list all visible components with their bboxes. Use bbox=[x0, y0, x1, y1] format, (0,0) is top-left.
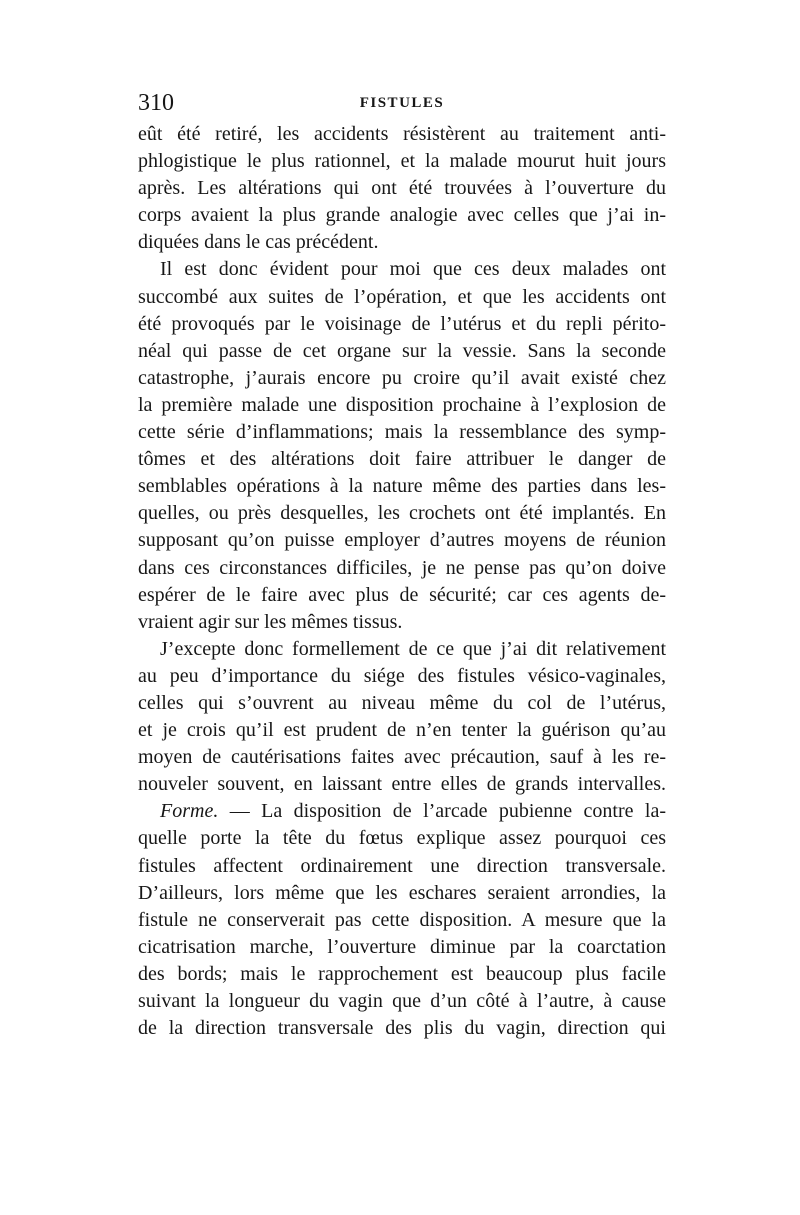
text-line: corps avaient la plus grande analogie avec celles que j’ai in- bbox=[138, 204, 666, 227]
text-line: quelle porte la tête du fœtus explique assez pourquoi ces bbox=[138, 827, 666, 850]
text-line: supposant qu’on puisse employer d’autres moyens de réunion bbox=[138, 529, 666, 552]
text-line: dans ces circonstances difficiles, je ne pense pas qu’on doive bbox=[138, 556, 666, 579]
text-line: suivant la longueur du vagin que d’un côté à l’autre, à cause bbox=[138, 990, 666, 1012]
text-line: succombé aux suites de l’opération, et que les accidents ont bbox=[138, 285, 666, 308]
text-line: vraient agir sur les mêmes tissus. bbox=[138, 610, 403, 633]
text-line: nouveler souvent, en laissant entre elles de grands intervalles. bbox=[138, 773, 666, 796]
text-line: cette série d’inflammations; mais la ressemblance des symp- bbox=[138, 421, 666, 444]
text-line: — La disposition de l’arcade pubienne contre la- bbox=[229, 800, 667, 823]
forme-heading: Forme. bbox=[160, 800, 219, 823]
body-text bbox=[138, 121, 666, 1042]
text-line: espérer de le faire avec plus de sécurité; car ces agents de- bbox=[138, 583, 666, 606]
text-line: la première malade une disposition prochaine à l’explosion de bbox=[138, 393, 666, 416]
running-title: FISTULES bbox=[359, 95, 445, 111]
text-line: diquées dans le cas précédent. bbox=[138, 231, 379, 254]
text-line: et je crois qu’il est prudent de n’en tenter la guérison qu’au bbox=[138, 719, 666, 742]
text-line: phlogistique le plus rationnel, et la malade mourut huit jours bbox=[138, 150, 666, 173]
page-number: 310 bbox=[138, 90, 174, 116]
text-line: été provoqués par le voisinage de l’utérus et du repli périto- bbox=[138, 312, 666, 335]
text-line: catastrophe, j’aurais encore pu croire qu’il avait existé chez bbox=[138, 366, 666, 389]
text-line: eût été retiré, les accidents résistèrent au traitement anti- bbox=[138, 123, 666, 145]
text-line: fistules affectent ordinairement une direction transversale. bbox=[138, 854, 666, 877]
text-line: néal qui passe de cet organe sur la vessie. Sans la seconde bbox=[138, 339, 666, 362]
text-line: de la direction transversale des plis du vagin, direction qui bbox=[138, 1017, 666, 1040]
text-line: Il est donc évident pour moi que ces deux malades ont bbox=[160, 258, 666, 281]
text-line: D’ailleurs, lors même que les eschares seraient arrondies, la bbox=[138, 881, 666, 904]
text-line: tômes et des altérations doit faire attribuer le danger de bbox=[138, 448, 666, 471]
text-line: fistule ne conserverait pas cette disposition. A mesure que la bbox=[138, 908, 666, 931]
text-line: semblables opérations à la nature même des parties dans les- bbox=[138, 475, 666, 498]
text-line: après. Les altérations qui ont été trouvées à l’ouverture du bbox=[138, 177, 666, 200]
text-line: des bords; mais le rapprochement est beaucoup plus facile bbox=[138, 962, 666, 985]
running-head bbox=[138, 88, 666, 118]
forme-paragraph-first-line bbox=[138, 798, 666, 825]
text-line: au peu d’importance du siége des fistules vésico-vaginales, bbox=[138, 664, 666, 687]
text-line: moyen de cautérisations faites avec précaution, sauf à les re- bbox=[138, 746, 666, 769]
text-line: celles qui s’ouvrent au niveau même du col de l’utérus, bbox=[138, 691, 666, 714]
text-line: quelles, ou près desquelles, les crochets ont été implantés. En bbox=[138, 502, 666, 525]
text-line: J’excepte donc formellement de ce que j’ai dit relativement bbox=[160, 637, 666, 660]
text-line: cicatrisation marche, l’ouverture diminue par la coarctation bbox=[138, 935, 666, 958]
